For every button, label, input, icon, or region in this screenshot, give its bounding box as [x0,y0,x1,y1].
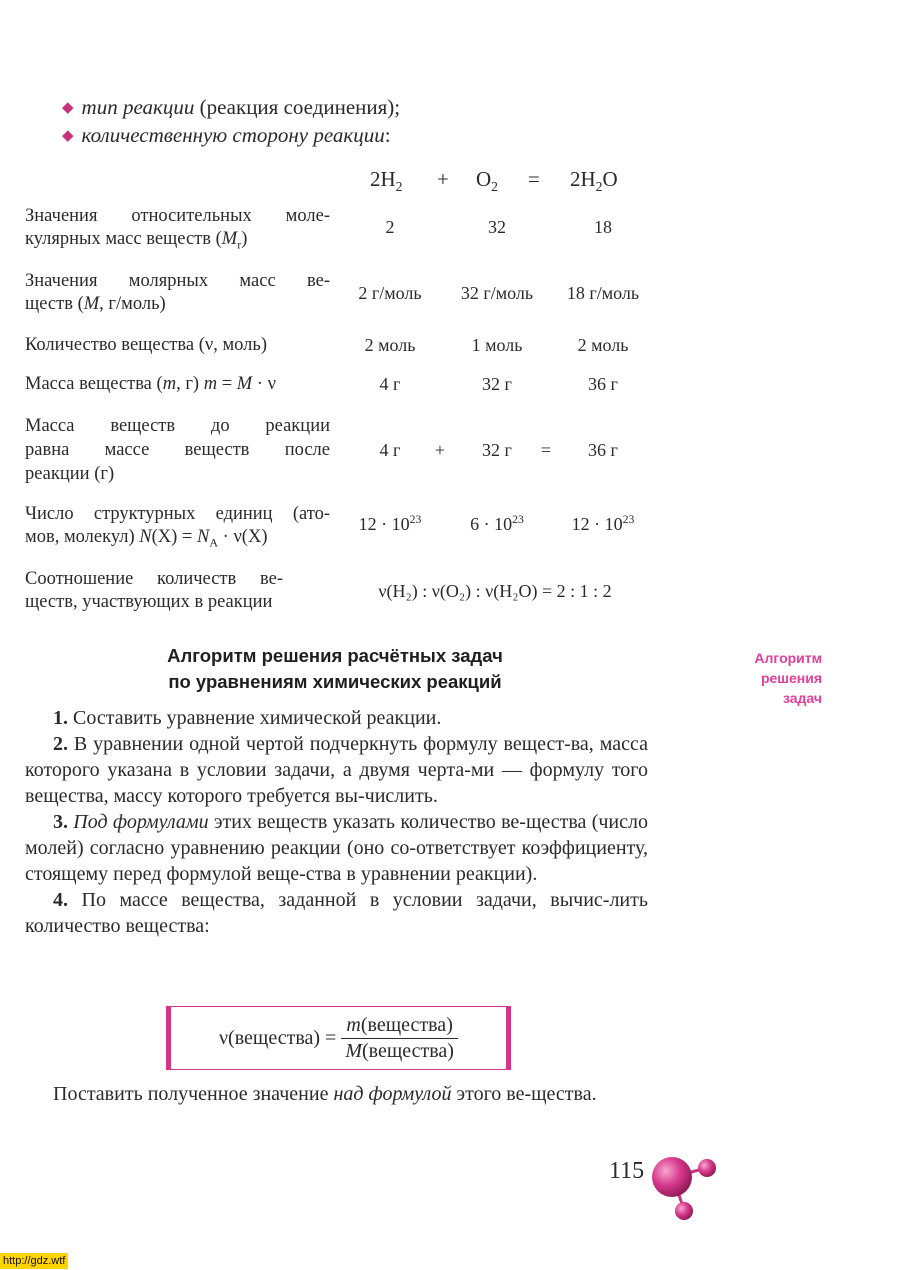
molecule-icon [645,1150,725,1225]
table-row-label: ществ, участвующих в реакции [25,592,273,612]
table-row-label: Соотношение количеств ве- [25,569,283,589]
diamond-bullet-icon: ◆ [62,100,74,116]
fraction: $\frac{\text{m(вещества)}}{\text{M(вещества)}}$ [341,1014,458,1063]
bullet-item-reaction-type: ◆ тип реакции (реакция соединения); [62,95,401,119]
margin-note: Алгоритм решения задач [754,650,822,706]
table-row-values: 2 г/моль 32 г/моль 18 г/моль [358,283,640,303]
diamond-bullet-icon: ◆ [62,128,74,144]
watermark-link[interactable]: http://gdz.wtf [0,1253,68,1269]
table-row-label: Число структурных единиц (ато- [25,504,330,524]
table-row-values: 4 г + 32 г = 36 г [379,440,618,460]
final-paragraph: Поставить полученное значение над формулой этого ве-щества. [53,1083,597,1105]
page-number: 115 [609,1158,645,1184]
table-row-label: ществ (M, г/моль) [25,294,166,314]
table-row-label: Масса веществ до реакции [25,416,330,436]
ratio-formula: ν(H₂) : ν(O₂) : ν(H₂O) = 2 : 1 : 2 [378,581,612,601]
table-row-values: 4 г 32 г 36 г [379,374,618,394]
step-2: 2. В уравнении одной чертой подчеркнуть формулу вещест-ва, масса которого указана в условии задачи, а двумя черта-ми — формулу того вещества, массу которого требуется вы-числить. [25,733,648,807]
algorithm-steps [25,705,648,939]
step-1: 1. Составить уравнение химической реакции. [53,707,442,729]
table-row-label: реакции (г) [25,464,115,484]
table-row-label: мов, молекул) $N(X) = N_A \cdot \nu(X)$ [25,527,268,550]
table-row-label: кулярных масс веществ $(M_r)$ [25,229,248,252]
table-row-label: Масса вещества (m, г) m = M · ν [25,374,276,394]
table-row-values: 2 32 18 [385,217,612,237]
step-3: 3. Под формулами этих веществ указать количество ве-щества (число молей) согласно уравнению реакции (оно со-ответствует коэффициенту, стоящему перед формулой веще-ства в уравнении реакции). [25,811,648,885]
table-row-label: Значения относительных моле- [25,206,330,226]
table-row-values: 2 моль 1 моль 2 моль [364,335,629,355]
bullet-item-quantitative: ◆ количественную сторону реакции: [62,123,391,147]
table-row-label: Значения молярных масс ве- [25,271,330,291]
step-4: 4. По массе вещества, заданной в условии задачи, вычис-лить количество вещества: [25,889,648,937]
table-row-label: Количество вещества (ν, моль) [25,335,268,355]
table-row-label: равна массе веществ после [25,440,330,460]
formula-box: ν(вещества) = $\frac{\text{m(вещества)}}{\text{M(вещества)}}$ [166,1006,511,1070]
algorithm-heading: Алгоритм решения расчётных задач по уравнениям химических реакций [167,645,503,692]
table-row-values: $12 \cdot 10^{23}$ $6 \cdot 10^{23}$ $12 \cdot 10^{23}$ [358,513,635,534]
